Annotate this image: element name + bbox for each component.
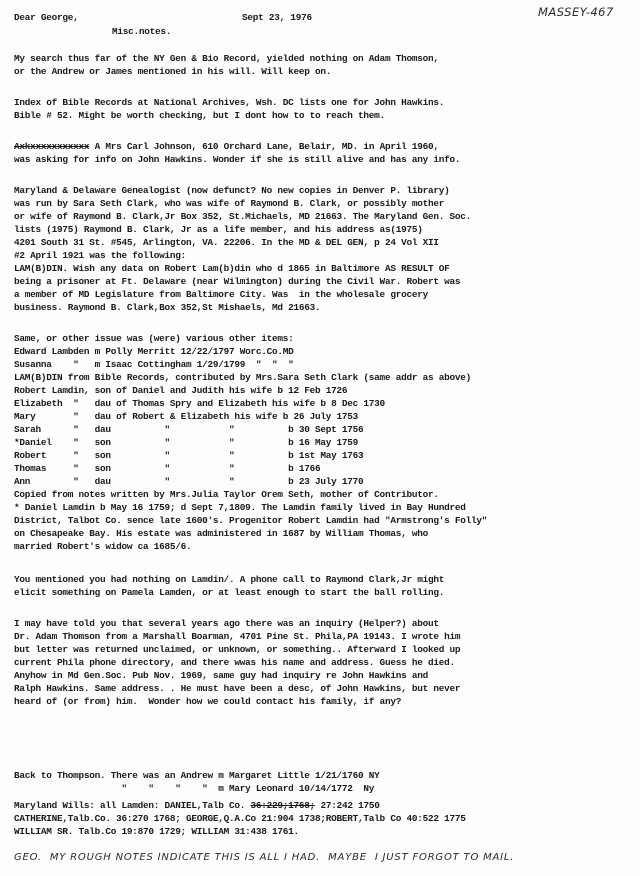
same-line-3: Susanna " m Isaac Cottingham 1/29/1799 " " " xyxy=(14,359,294,370)
mdde-line-10: business. Raymond B. Clark,Box 352,St Mishaels, Md 21663. xyxy=(14,302,321,313)
inquiry-line-3: but letter was returned unclaimed, or unknown, or something.. Afterward I looked up xyxy=(14,644,461,655)
mdde-line-6: #2 April 1921 was the following: xyxy=(14,250,187,261)
same-line-16: on Chesapeake Bay. His estate was administered in 1687 by William Thomas, who xyxy=(14,528,428,539)
same-line-17: married Robert's widow ca 1685/6. xyxy=(14,541,192,552)
inquiry-line-2: Dr. Adam Thomson from a Marshall Boarman, 4701 Pine St. Phila,PA 19143. I wrote him xyxy=(14,631,461,642)
letter-date: Sept 23, 1976 xyxy=(242,12,312,23)
mdde-line-4: lists (1975) Raymond B. Clark, Jr as a life member, and his address as(1975) xyxy=(14,224,423,235)
wills-line-3: WILLIAM SR. Talb.Co 19:870 1729; WILLIAM 31:438 1761. xyxy=(14,826,299,837)
johnson-line-2: was asking for info on John Hawkins. Wonder if she is still alive and has any info. xyxy=(14,154,461,165)
same-line-9: *Daniel " son " " b 16 May 1759 xyxy=(14,437,359,448)
same-line-2: Edward Lambden m Polly Merritt 12/22/1797 Worc.Co.MD xyxy=(14,346,294,357)
handwritten-footer: GEO. MY ROUGH NOTES INDICATE THIS IS ALL I HAD. MAYBE I JUST FORGOT TO MAIL. xyxy=(14,852,515,863)
same-line-6: Elizabeth " dau of Thomas Spry and Elizabeth his wife b 8 Dec 1730 xyxy=(14,398,385,409)
wills-line-2: CATHERINE,Talb.Co. 36:270 1768; GEORGE,Q.A.Co 21:904 1738;ROBERT,Talb Co 40:522 1775 xyxy=(14,813,466,824)
handwritten-header: MASSEY-467 xyxy=(538,5,614,19)
inquiry-line-7: heard of (or from) him. Wonder how we could contact his family, if any? xyxy=(14,696,402,707)
greeting: Dear George, xyxy=(14,12,79,23)
same-line-5: Robert Lamdin, son of Daniel and Judith his wife b 12 Feb 1726 xyxy=(14,385,348,396)
subject-line: Misc.notes. xyxy=(112,26,172,37)
same-line-14: * Daniel Lamdin b May 16 1759; d Sept 7,1809. The Lamdin family lived in Bay Hundred xyxy=(14,502,466,513)
inquiry-line-5: Anyhow in Md Gen.Soc. Pub Nov. 1969, same guy had inquiry re John Hawkins and xyxy=(14,670,428,681)
lamdin-line-1: You mentioned you had nothing on Lamdin/. A phone call to Raymond Clark,Jr might xyxy=(14,574,445,585)
wills-line-1 xyxy=(14,800,380,813)
mdde-line-1: Maryland & Delaware Genealogist (now defunct? No new copies in Denver P. library) xyxy=(14,185,450,196)
mdde-line-3: or wife of Raymond B. Clark,Jr Box 352, St.Michaels, MD 21663. The Maryland Gen. Soc. xyxy=(14,211,471,222)
same-line-7: Mary " dau of Robert & Elizabeth his wife b 26 July 1753 xyxy=(14,411,359,422)
mdde-line-7: LAM(B)DIN. Wish any data on Robert Lam(b)din who d 1865 in Baltimore AS RESULT OF xyxy=(14,263,450,274)
struck-text: Axkxxxxxxxxxxx xyxy=(14,141,90,152)
mdde-line-8: being a prisoner at Ft. Delaware (near Wilmington) during the Civil War. Robert was xyxy=(14,276,461,287)
same-line-1: Same, or other issue was (were) various other items: xyxy=(14,333,294,344)
inquiry-line-4: current Phila phone directory, and there wwas his name and address. Guess he died. xyxy=(14,657,455,668)
thompson-line-1: Back to Thompson. There was an Andrew m Margaret Little 1/21/1760 NY xyxy=(14,770,380,781)
struck-text: 36:229;1768; xyxy=(250,800,316,811)
inquiry-line-1: I may have told you that several years ago there was an inquiry (Helper?) about xyxy=(14,618,439,629)
same-line-4: LAM(B)DIN from Bible Records, contributed by Mrs.Sara Seth Clark (same addr as above) xyxy=(14,372,471,383)
ny-line-2: or the Andrew or James mentioned in his will. Will keep on. xyxy=(14,66,332,77)
bible-line-1: Index of Bible Records at National Archives, Wsh. DC lists one for John Hawkins. xyxy=(14,97,445,108)
same-line-13: Copied from notes written by Mrs.Julia Taylor Orem Seth, mother of Contributor. xyxy=(14,489,439,500)
same-line-11: Thomas " son " " b 1766 xyxy=(14,463,321,474)
wills-text-end: 27:242 1750 xyxy=(315,800,380,811)
wills-text-start: Maryland Wills: all Lamden: DANIEL,Talb Co. xyxy=(14,800,251,811)
inquiry-line-6: Ralph Hawkins. Same address. . He must have been a desc, of John Hawkins, but never xyxy=(14,683,461,694)
bible-line-2: Bible # 52. Might be worth checking, but I dont how to to reach them. xyxy=(14,110,385,121)
mdde-line-9: a member of MD Legislature from Baltimore City. Was in the wholesale grocery xyxy=(14,289,428,300)
same-line-12: Ann " dau " " b 23 July 1770 xyxy=(14,476,364,487)
johnson-line-1 xyxy=(14,141,439,154)
same-line-15: District, Talbot Co. sence late 1600's. Progenitor Robert Lamdin had "Armstrong's Folly" xyxy=(14,515,488,526)
mdde-line-5: 4201 South 31 St. #545, Arlington, VA. 22206. In the MD & DEL GEN, p 24 Vol XII xyxy=(14,237,439,248)
same-line-8: Sarah " dau " " b 30 Sept 1756 xyxy=(14,424,364,435)
lamdin-line-2: elicit something on Pamela Lamden, or at least enough to start the ball rolling. xyxy=(14,587,445,598)
thompson-line-2: " " " " m Mary Leonard 10/14/1772 Ny xyxy=(14,783,375,794)
ny-line-1: My search thus far of the NY Gen & Bio Record, yielded nothing on Adam Thomson, xyxy=(14,53,439,64)
mdde-line-2: was run by Sara Seth Clark, who was wife of Raymond B. Clark, or possibly mother xyxy=(14,198,445,209)
same-line-10: Robert " son " " b 1st May 1763 xyxy=(14,450,364,461)
johnson-text: A Mrs Carl Johnson, 610 Orchard Lane, Belair, MD. in April 1960, xyxy=(89,141,439,152)
